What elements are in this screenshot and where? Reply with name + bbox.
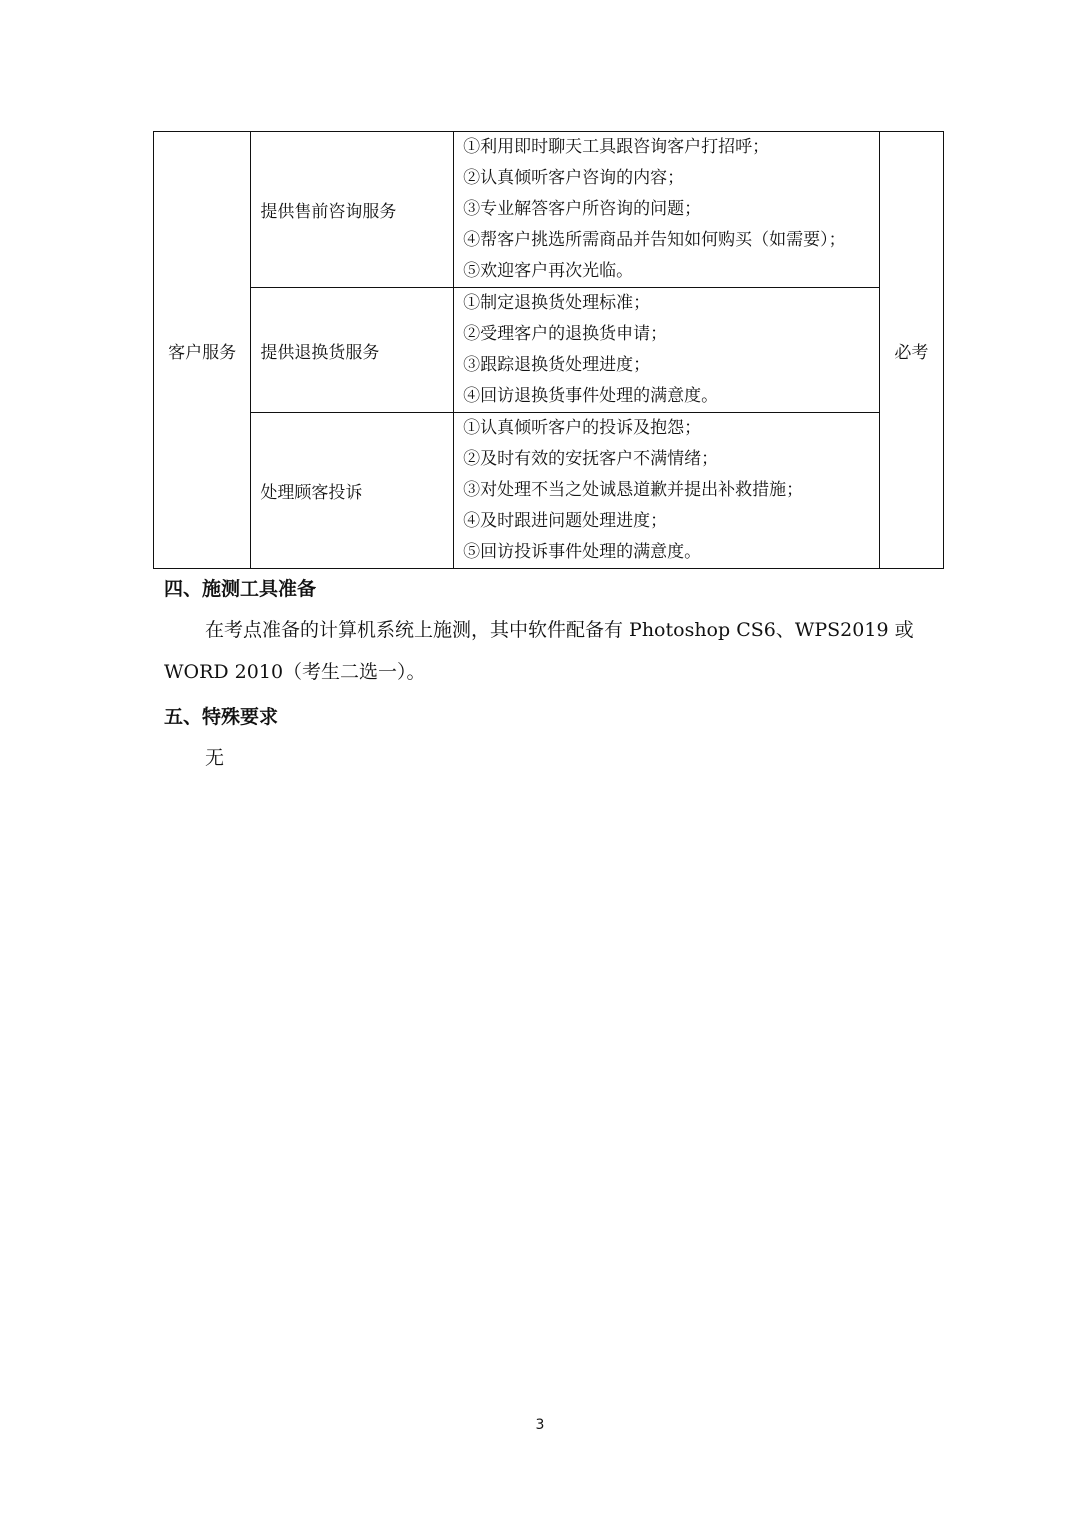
detail-line: ③专业解答客户所咨询的问题； xyxy=(463,199,702,219)
detail-line: ①利用即时聊天工具跟咨询客户打招呼； xyxy=(463,137,770,157)
table-row xyxy=(154,288,944,413)
detail-cell xyxy=(454,413,880,569)
item-cell xyxy=(251,132,454,288)
item-label: 提供售前咨询服务 xyxy=(260,202,397,222)
detail-line: ⑤欢迎客户再次光临。 xyxy=(463,261,634,281)
detail-line: ①制定退换货处理标准； xyxy=(463,293,651,313)
detail-cell xyxy=(454,288,880,413)
detail-line: ③跟踪退换货处理进度； xyxy=(463,355,651,375)
module-cell xyxy=(154,132,251,569)
detail-line: ②受理客户的退换货申请； xyxy=(463,324,668,344)
detail-line: ①认真倾听客户的投诉及抱怨； xyxy=(463,418,702,438)
table-row xyxy=(154,132,944,288)
requirement-label: 必考 xyxy=(894,342,929,363)
detail-line: ②认真倾听客户咨询的内容； xyxy=(463,168,685,188)
item-cell xyxy=(251,413,454,569)
section-4-paragraph xyxy=(164,609,924,693)
section-4-body: 在考点准备的计算机系统上施测，其中软件配备有 Photoshop CS6、WPS2019 或 WORD 2010（考生二选一）。 xyxy=(164,619,914,683)
section-5-paragraph xyxy=(164,737,924,779)
detail-line: ④帮客户挑选所需商品并告知如何购买（如需要）； xyxy=(463,230,846,250)
table-row xyxy=(154,413,944,569)
detail-line: ④及时跟进问题处理进度； xyxy=(463,511,668,531)
section-5-body: 无 xyxy=(205,747,225,769)
detail-line: ③对处理不当之处诚恳道歉并提出补救措施； xyxy=(463,480,804,500)
module-label: 客户服务 xyxy=(168,342,237,363)
section-5-heading: 五、特殊要求 xyxy=(164,706,279,728)
item-label: 提供退换货服务 xyxy=(260,342,380,363)
item-cell xyxy=(251,288,454,413)
service-requirements-table xyxy=(153,131,944,569)
detail-cell xyxy=(454,132,880,288)
item-label: 处理顾客投诉 xyxy=(260,483,363,503)
section-4-heading: 四、施测工具准备 xyxy=(164,578,317,600)
detail-line: ④回访退换货事件处理的满意度。 xyxy=(463,386,719,406)
page-number: 3 xyxy=(535,1417,545,1433)
requirement-cell xyxy=(879,132,943,569)
detail-line: ②及时有效的安抚客户不满情绪； xyxy=(463,449,719,469)
detail-line: ⑤回访投诉事件处理的满意度。 xyxy=(463,542,702,562)
